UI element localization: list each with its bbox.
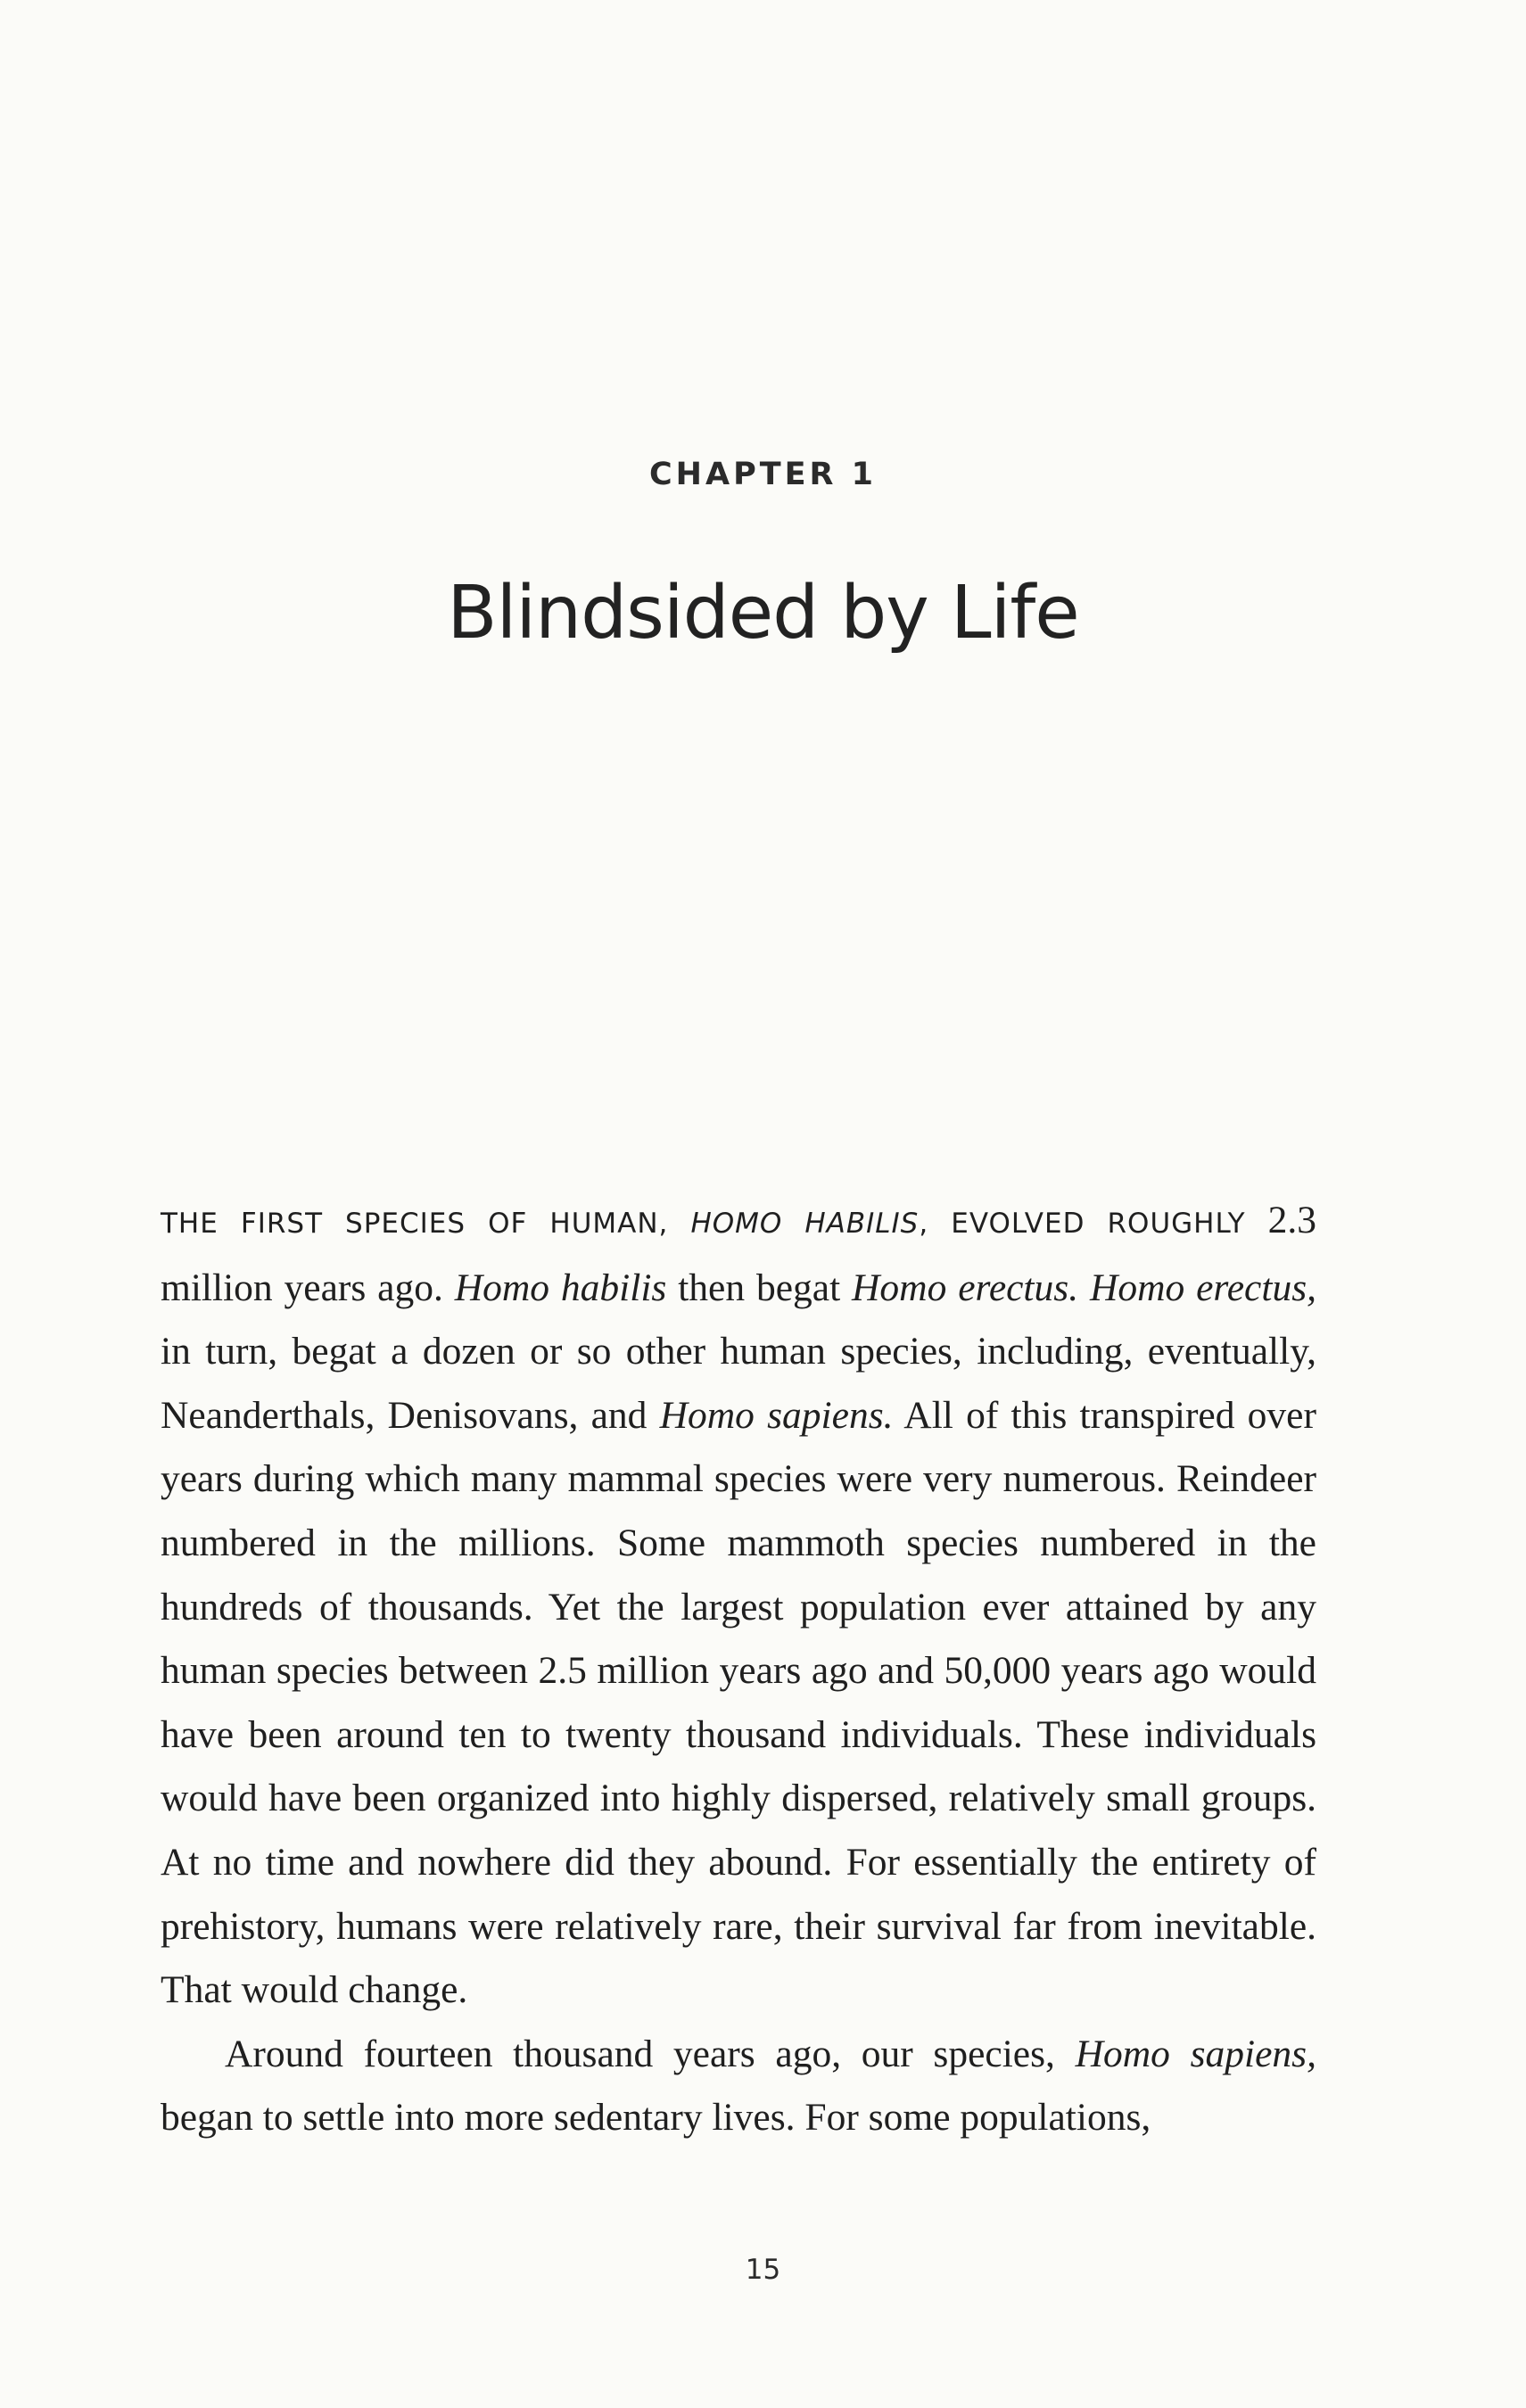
lead-in-caps [161,1208,1246,1240]
page-number: 15 [745,2254,781,2286]
text-run [1078,1266,1090,1309]
chapter-title: Blindsided by Life [447,571,1079,656]
text-run: in turn, begat a dozen or so other human species, including, eventually, Neanderthals, Denisovans, and [161,1330,1316,1437]
text-run: then begat [666,1266,853,1309]
italic-run: Homo erectus. [852,1266,1079,1309]
text-run: 2.3 million years ago. [161,1199,1317,1309]
lead-in-text: , EVOLVED ROUGHLY [919,1208,1246,1240]
paragraph-1 [161,1189,1316,2023]
paragraph-2 [161,2023,1316,2150]
text-run: All of this transpired over years during which many mammal species were very numerous. Reindeer numbered in the millions. Some mammoth species numbered in the hundreds of thousands. Yet the largest population ever attained by any human species between 2.5 million years ago and 50,000 years ago would have been around ten to twenty thousand individuals. These individuals would have been organized into highly dispersed, relatively small groups. At no time and nowhere did they abound. For essentially the entirety of prehistory, humans were relatively rare, their survival far from inevitable. That would change. [161,1393,1316,2012]
italic-run: Homo habilis [454,1266,667,1309]
italic-run: Homo erectus, [1089,1266,1316,1309]
italic-run: Homo sapiens. [659,1393,894,1437]
text-run: Around fourteen thousand years ago, our species, [225,2032,1076,2075]
body-text [161,1189,1316,2150]
lead-in-italic: HOMO HABILIS [690,1208,920,1240]
text-run: began to settle into more sedentary lives. For some populations, [161,2096,1151,2140]
chapter-label: CHAPTER 1 [649,457,877,492]
lead-in-text: THE FIRST SPECIES OF HUMAN, [161,1208,691,1240]
italic-run: Homo sapiens, [1075,2032,1316,2075]
